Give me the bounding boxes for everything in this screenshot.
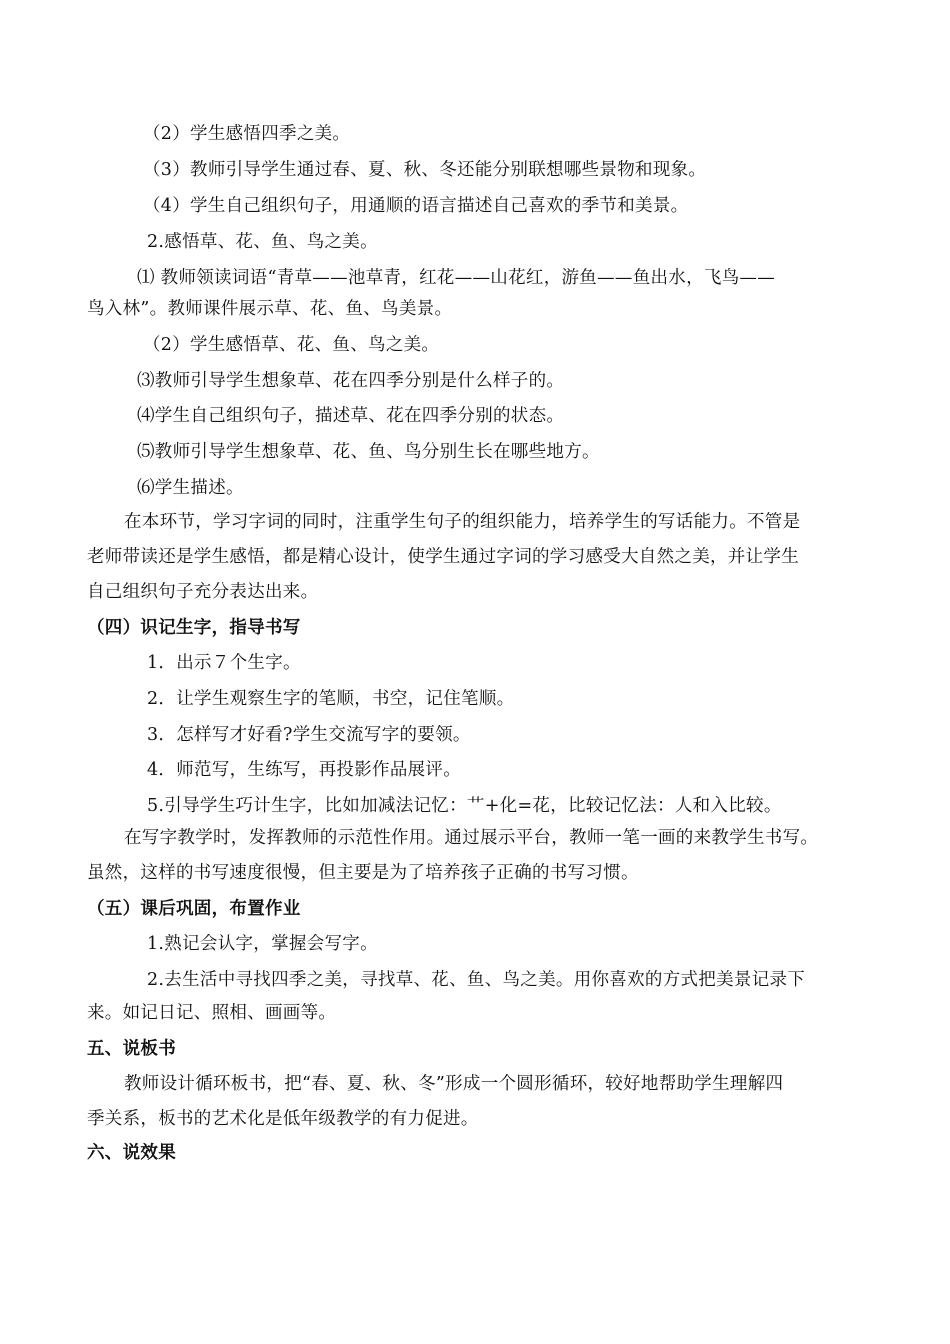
paragraph-line: 老师带读还是学生感悟，都是精心设计，使学生通过字词的学习感受大自然之美，并让学生 <box>87 547 799 567</box>
section-heading: （四）识记生字，指导书写 <box>87 618 301 638</box>
list-item: 4．师范写，生练写，再投影作品展评。 <box>147 760 462 780</box>
paragraph-line: ⑶教师引导学生想象草、花在四季分别是什么样子的。 <box>137 371 565 391</box>
paragraph-line: 在本环节，学习字词的同时，注重学生句子的组织能力，培养学生的写话能力。不管是 <box>124 512 801 532</box>
paragraph-line: ⑷学生自己组织句子，描述草、花在四季分别的状态。 <box>137 406 565 426</box>
list-item: 5.引导学生巧计生字，比如加减法记忆：艹+化=花，比较记忆法：人和入比较。 <box>147 796 782 816</box>
paragraph-line: 季关系，板书的艺术化是低年级教学的有力促进。 <box>87 1109 479 1129</box>
section-heading: （五）课后巩固，布置作业 <box>87 899 301 919</box>
paragraph-line: 在写字教学时，发挥教师的示范性作用。通过展示平台，教师一笔一画的来教学生书写。 <box>124 828 819 848</box>
paragraph-line: （4）学生自己组织句子，用通顺的语言描述自己喜欢的季节和美景。 <box>143 196 689 216</box>
paragraph-line: ⑴ 教师领读词语“青草——池草青，红花——山花红，游鱼——鱼出水，飞鸟—— <box>137 268 776 288</box>
paragraph-line: ⑹学生描述。 <box>137 478 244 498</box>
list-item: 1.熟记会认字，掌握会写字。 <box>147 934 378 954</box>
section-heading: 五、说板书 <box>87 1039 176 1059</box>
paragraph-line: 鸟入林”。教师课件展示草、花、鱼、鸟美景。 <box>87 299 453 319</box>
section-heading: 六、说效果 <box>87 1143 176 1163</box>
paragraph-line: （3）教师引导学生通过春、夏、秋、冬还能分别联想哪些景物和现象。 <box>143 160 707 180</box>
paragraph-line: （2）学生感悟四季之美。 <box>143 124 351 144</box>
paragraph-line: 来。如记日记、照相、画画等。 <box>87 1003 337 1023</box>
list-item: 2.去生活中寻找四季之美，寻找草、花、鱼、鸟之美。用你喜欢的方式把美景记录下 <box>147 970 806 990</box>
list-item: 2．让学生观察生字的笔顺，书空，记住笔顺。 <box>147 689 515 709</box>
paragraph-line: 自己组织句子充分表达出来。 <box>87 582 319 602</box>
list-item: 1．出示７个生字。 <box>147 653 301 673</box>
paragraph-line: （2）学生感悟草、花、鱼、鸟之美。 <box>143 335 440 355</box>
list-item: 3．怎样写才好看?学生交流写字的要领。 <box>147 725 471 745</box>
paragraph-line: 2.感悟草、花、鱼、鸟之美。 <box>147 232 378 252</box>
paragraph-line: 教师设计循环板书，把“春、夏、秋、冬”形成一个圆形循环，较好地帮助学生理解四 <box>124 1074 784 1094</box>
paragraph-line: ⑸教师引导学生想象草、花、鱼、鸟分别生长在哪些地方。 <box>137 442 600 462</box>
paragraph-line: 虽然，这样的书写速度很慢，但主要是为了培养孩子正确的书写习惯。 <box>87 863 639 883</box>
